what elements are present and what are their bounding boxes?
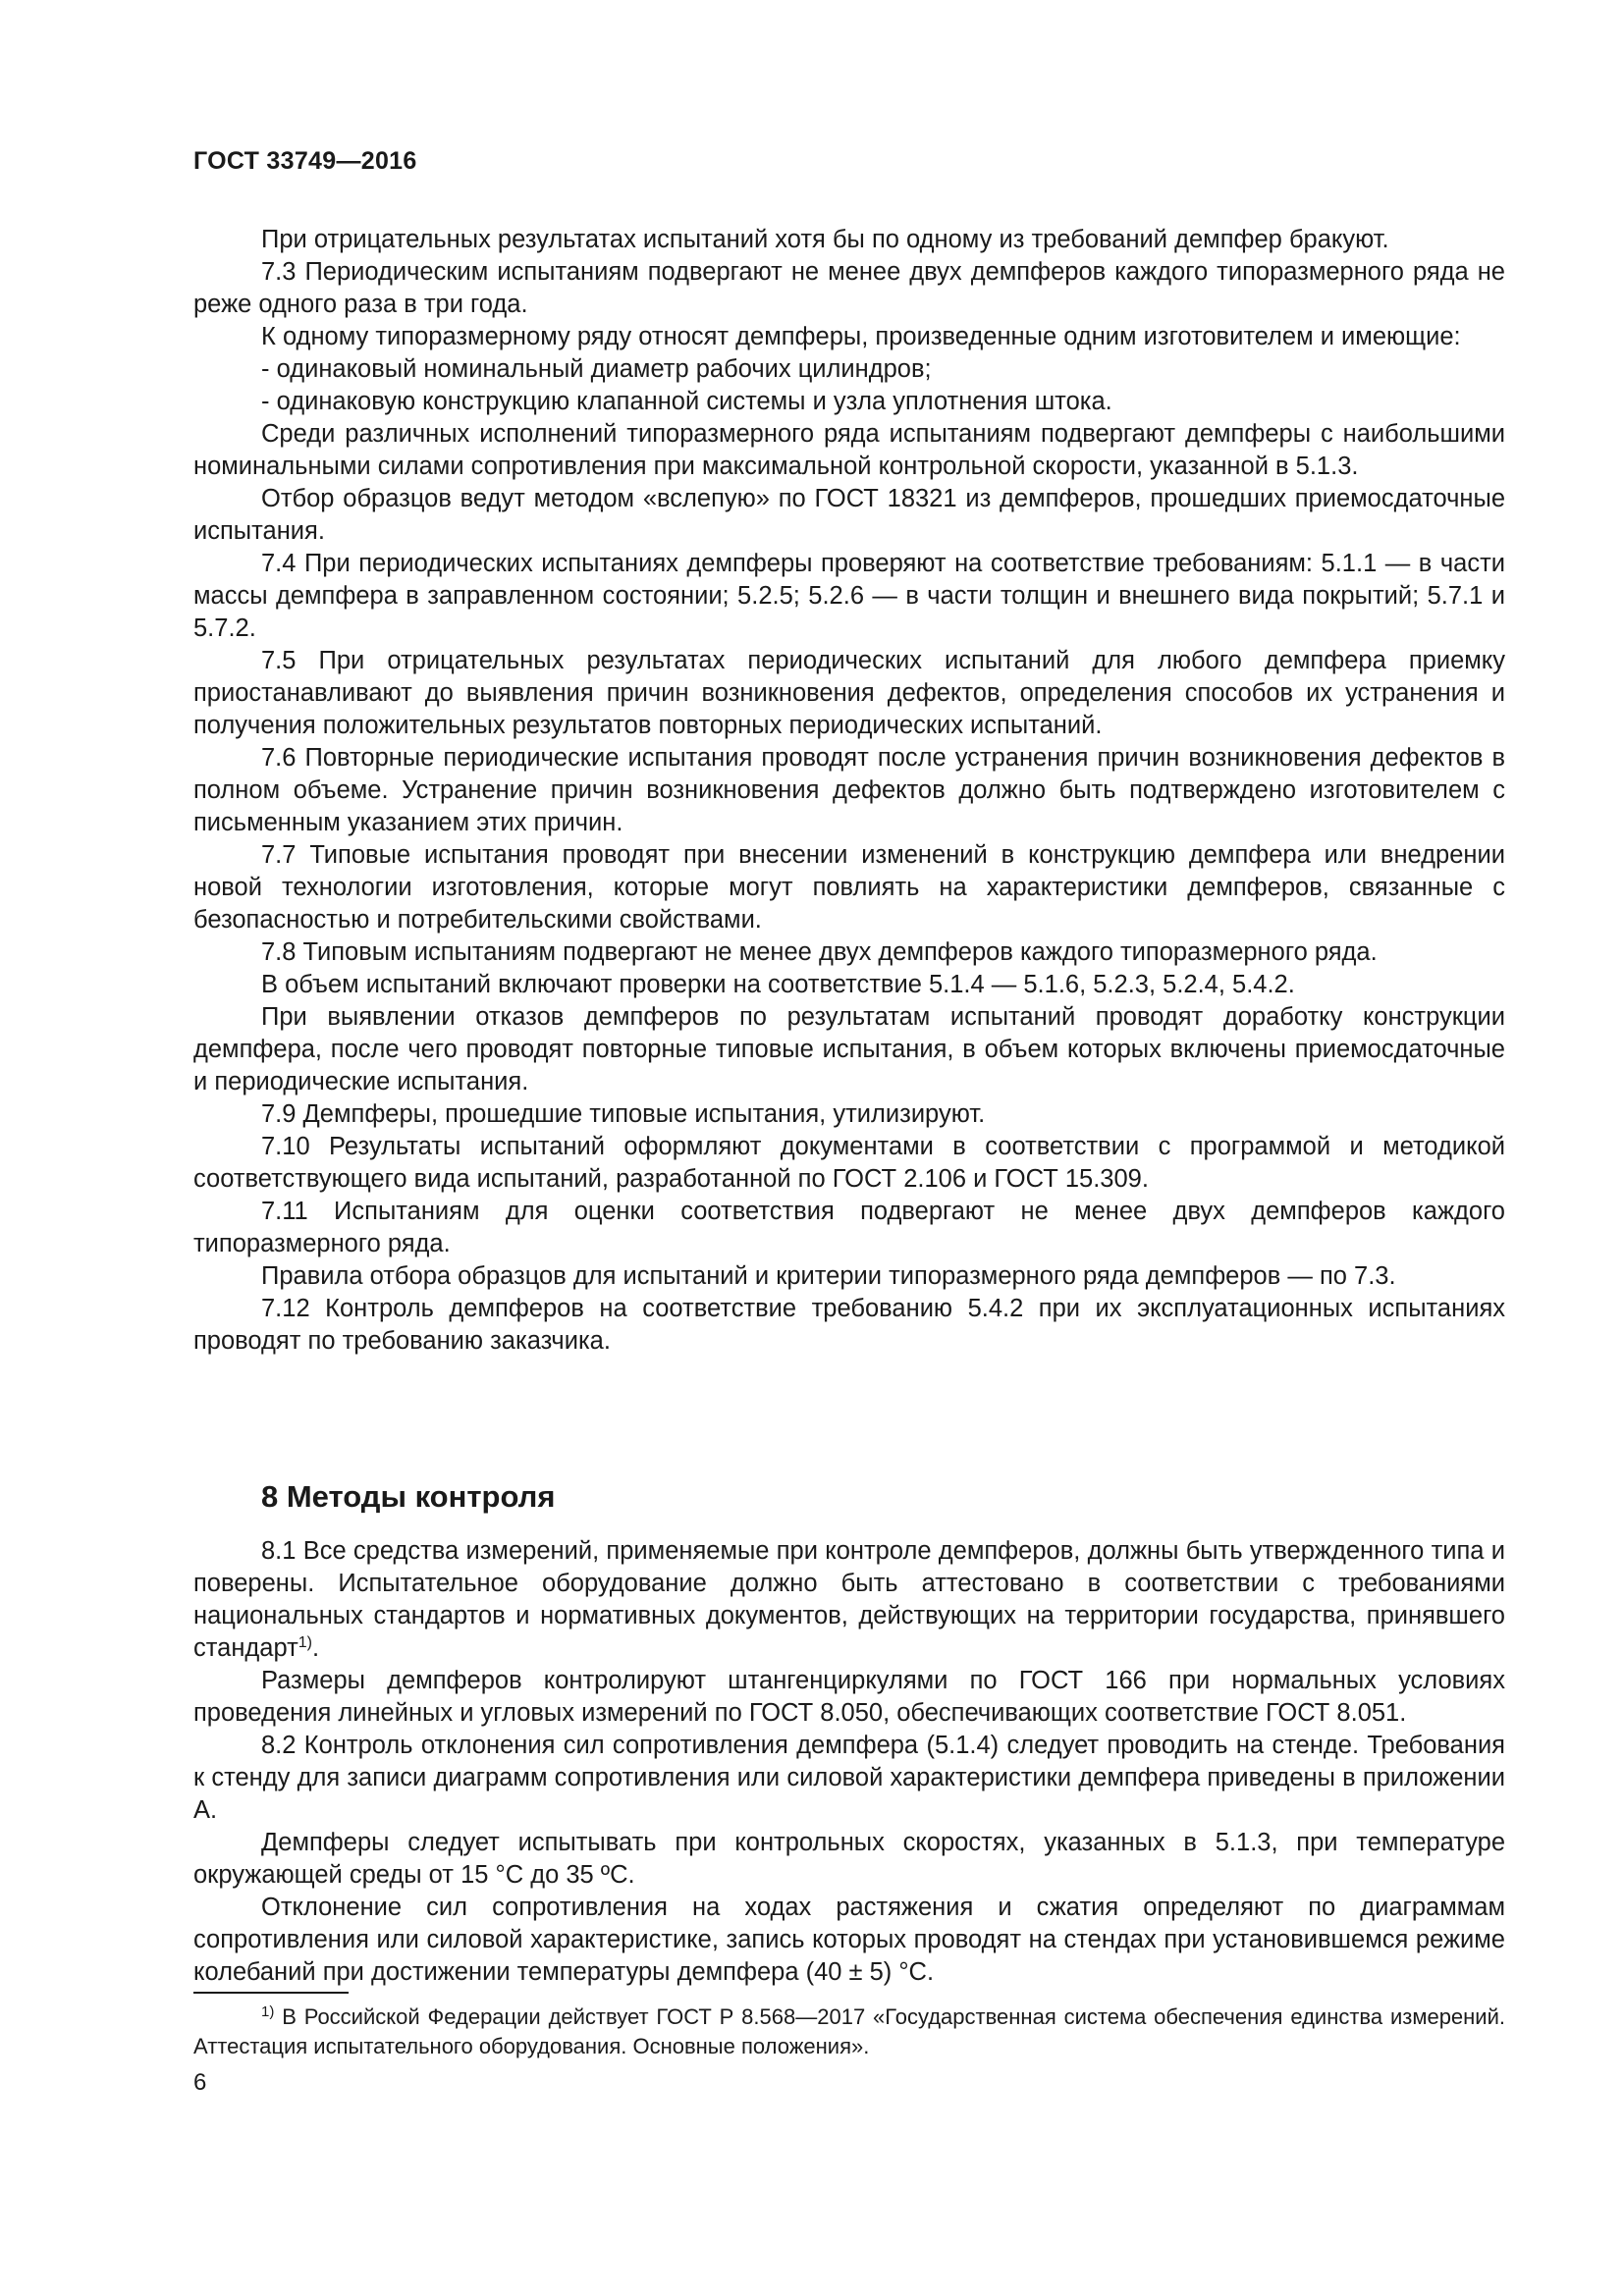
paragraph: Среди различных исполнений типоразмерного ряда испытаниям подвергают демпферы с наибольшими номинальными силами сопротивления при максимальной контрольной скорости, указанной в 5.1.3. <box>193 420 1505 480</box>
paragraph: 7.9 Демпферы, прошедшие типовые испытания, утилизируют. <box>261 1100 986 1128</box>
paragraph: Отбор образцов ведут методом «вслепую» по ГОСТ 18321 из демпферов, прошедших приемосдаточные испытания. <box>193 485 1505 545</box>
footnote-text: В Российской Федерации действует ГОСТ Р 8.568—2017 «Государственная система обеспечения единства измерений. Аттестация испытательного оборудования. Основные положения». <box>193 2004 1505 2058</box>
list-item: - одинаковую конструкцию клапанной системы и узла уплотнения штока. <box>261 388 1112 415</box>
paragraph: Правила отбора образцов для испытаний и критерии типоразмерного ряда демпферов — по 7.3. <box>261 1262 1396 1290</box>
footnote-marker: 1) <box>261 2003 275 2020</box>
paragraph: Отклонение сил сопротивления на ходах растяжения и сжатия определяют по диаграммам сопротивления или силовой характеристике, запись которых проводят на стендах при установившемся режиме колебаний при достижении температуры демпфера (40 ± 5) °С. <box>193 1894 1505 1986</box>
footnote-separator <box>193 1992 349 1994</box>
section-8-body <box>193 1535 1505 1989</box>
paragraph: 7.8 Типовым испытаниям подвергают не менее двух демпферов каждого типоразмерного ряда. <box>261 938 1378 966</box>
footnote-paragraph <box>193 2002 1505 2061</box>
paragraph: При отрицательных результатах испытаний хотя бы по одному из требований демпфер бракуют. <box>261 226 1389 253</box>
paragraph: 7.10 Результаты испытаний оформляют документами в соответствии с программой и методикой соответствующего вида испытаний, разработанной по ГОСТ 2.106 и ГОСТ 15.309. <box>193 1133 1505 1193</box>
paragraph: В объем испытаний включают проверки на соответствие 5.1.4 — 5.1.6, 5.2.3, 5.2.4, 5.4.2. <box>261 971 1295 998</box>
paragraph: 7.11 Испытаниям для оценки соответствия подвергают не менее двух демпферов каждого типоразмерного ряда. <box>193 1198 1505 1257</box>
section-7-body <box>193 224 1505 1358</box>
paragraph: 7.7 Типовые испытания проводят при внесении изменений в конструкцию демпфера или внедрении новой технологии изготовления, которые могут повлиять на характеристики демпферов, связанные с безопасностью и потребительскими свойствами. <box>193 841 1505 934</box>
paragraph: Размеры демпферов контролируют штангенциркулями по ГОСТ 166 при нормальных условиях проведения линейных и угловых измерений по ГОСТ 8.050, обеспечивающих соответствие ГОСТ 8.051. <box>193 1667 1505 1727</box>
paragraph: 7.12 Контроль демпферов на соответствие требованию 5.4.2 при их эксплуатационных испытаниях проводят по требованию заказчика. <box>193 1295 1505 1355</box>
paragraph <box>193 1535 1505 1665</box>
paragraph: 7.5 При отрицательных результатах периодических испытаний для любого демпфера приемку приостанавливают до выявления причин возникновения дефектов, определения способов их устранения и получения положительных результатов повторных периодических испытаний. <box>193 647 1505 739</box>
section-heading: 8 Методы контроля <box>261 1479 556 1514</box>
page-number: 6 <box>193 2069 207 2096</box>
footnote <box>193 2002 1505 2061</box>
paragraph-end: . <box>312 1634 320 1662</box>
paragraph: При выявлении отказов демпферов по результатам испытаний проводят доработку конструкции демпфера, после чего проводят повторные типовые испытания, в объем которых включены приемосдаточные и периодические испытания. <box>193 1003 1505 1095</box>
paragraph: К одному типоразмерному ряду относят демпферы, произведенные одним изготовителем и имеющие: <box>261 323 1461 350</box>
paragraph: 7.6 Повторные периодические испытания проводят после устранения причин возникновения дефектов в полном объеме. Устранение причин возникновения дефектов должно быть подтверждено изготовителем с письменным указанием этих причин. <box>193 744 1505 836</box>
footnote-reference[interactable]: 1) <box>298 1634 313 1651</box>
list-item: - одинаковый номинальный диаметр рабочих цилиндров; <box>261 355 932 383</box>
paragraph: 8.2 Контроль отклонения сил сопротивления демпфера (5.1.4) следует проводить на стенде. Требования к стенду для записи диаграмм сопротивления или силовой характеристики демпфера приведены в приложении А. <box>193 1732 1505 1824</box>
paragraph-text: 8.1 Все средства измерений, применяемые при контроле демпферов, должны быть утвержденного типа и поверены. Испытательное оборудование должно быть аттестовано в соответствии с требованиями национальных стандартов и нормативных документов, действующих на территории государства, принявшего стандарт <box>193 1537 1505 1662</box>
paragraph: 7.4 При периодических испытаниях демпферы проверяют на соответствие требованиям: 5.1.1 — в части массы демпфера в заправленном состоянии; 5.2.5; 5.2.6 — в части толщин и внешнего вида покрытий; 5.7.1 и 5.7.2. <box>193 550 1505 642</box>
paragraph: Демпферы следует испытывать при контрольных скоростях, указанных в 5.1.3, при температуре окружающей среды от 15 °С до 35 ºС. <box>193 1829 1505 1889</box>
paragraph: 7.3 Периодическим испытаниям подвергают не менее двух демпферов каждого типоразмерного ряда не реже одного раза в три года. <box>193 258 1505 318</box>
document-header: ГОСТ 33749—2016 <box>193 147 417 175</box>
